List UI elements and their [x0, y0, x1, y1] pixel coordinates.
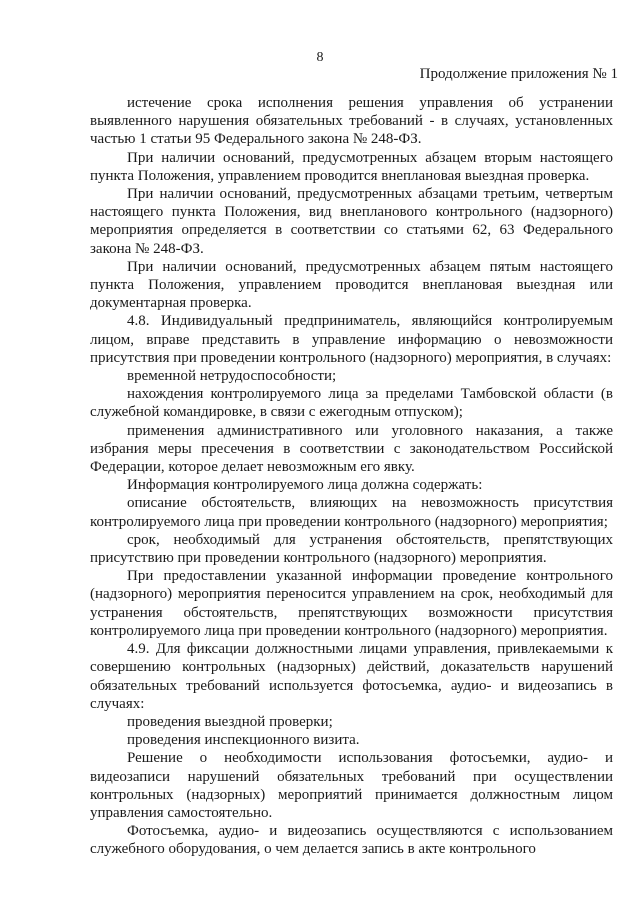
- paragraph: При наличии оснований, предусмотренных абзацами третьим, четвертым настоящего пункта Положения, вид внепланового контрольного (надзорного) мероприятия определяется в соответствии со статьями 62, 63 Федерального закона № 248-ФЗ.: [90, 186, 613, 257]
- paragraph: срок, необходимый для устранения обстоятельств, препятствующих присутствию при проведении контрольного (надзорного) мероприятия.: [90, 531, 613, 567]
- paragraph: При предоставлении указанной информации проведение контрольного (надзорного) мероприятия переносится управлением на срок, необходимый для устранения обстоятельств, препятствующих возможности присутствия контролируемого лица при проведении контрольного (надзорного) мероприятия.: [90, 568, 613, 639]
- paragraph: истечение срока исполнения решения управления об устранении выявленного нарушения обязательных требований - в случаях, установленных частью 1 статьи 95 Федерального закона № 248-ФЗ.: [90, 95, 613, 148]
- paragraph: Фотосъемка, аудио- и видеозапись осуществляются с использованием служебного оборудования, о чем делается запись в акте контрольного: [90, 823, 613, 858]
- paragraph: Решение о необходимости использования фотосъемки, аудио- и видеозаписи нарушений обязательных требований при осуществлении контрольных (надзорных) мероприятий принимается должностным лицом управления самостоятельно.: [90, 750, 613, 821]
- appendix-continuation-label: Продолжение приложения № 1: [419, 66, 618, 82]
- paragraph: проведения инспекционного визита.: [127, 732, 360, 749]
- paragraph: временной нетрудоспособности;: [127, 368, 337, 385]
- paragraph: 4.8. Индивидуальный предприниматель, являющийся контролируемым лицом, вправе представить в управление информацию о невозможности присутствия при проведении контрольного (надзорного) мероприятия, в случаях:: [90, 313, 613, 366]
- document-body: [90, 94, 613, 859]
- paragraph: нахождения контролируемого лица за пределами Тамбовской области (в служебной командировке, в связи с ежегодным отпуском);: [90, 386, 613, 421]
- page-number: 8: [316, 50, 324, 65]
- paragraph: проведения выездной проверки;: [127, 713, 333, 730]
- paragraph: Информация контролируемого лица должна содержать:: [127, 477, 483, 494]
- paragraph: При наличии оснований, предусмотренных абзацем пятым настоящего пункта Положения, управлением проводится внеплановая выездная или документарная проверка.: [90, 258, 613, 312]
- paragraph: описание обстоятельств, влияющих на невозможность присутствия контролируемого лица при проведении контрольного (надзорного) мероприятия;: [90, 495, 613, 530]
- paragraph: 4.9. Для фиксации должностными лицами управления, привлекаемыми к совершению контрольных (надзорных) действий, доказательств нарушений обязательных требований используется фотосъемка, аудио- и видеозапись в случаях:: [90, 641, 613, 712]
- paragraph: применения административного или уголовного наказания, а также избрания меры пресечения в соответствии с законодательством Российской Федерации, которое делает невозможным его явку.: [90, 422, 613, 476]
- paragraph: При наличии оснований, предусмотренных абзацем вторым настоящего пункта Положения, управлением проводится внеплановая выездная проверка.: [90, 149, 613, 184]
